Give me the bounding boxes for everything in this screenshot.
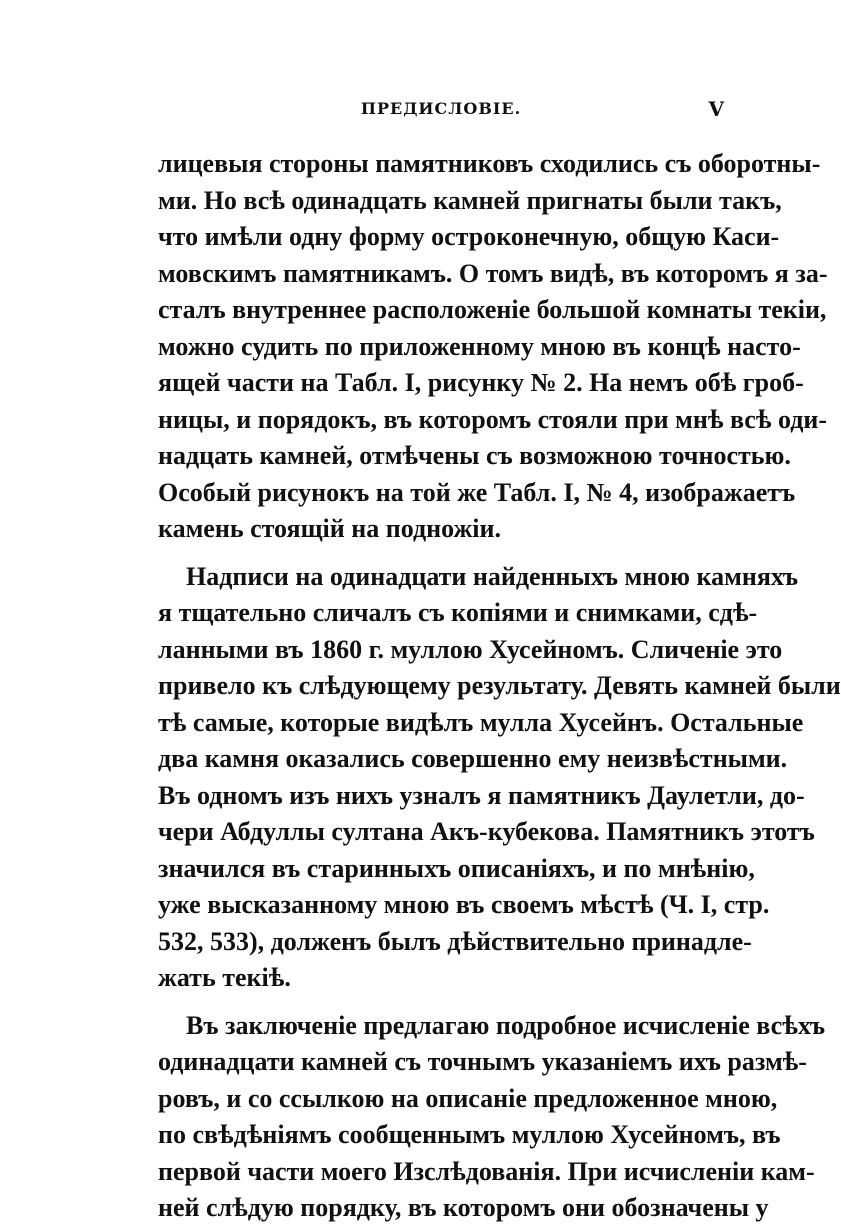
text-line: я тщательно сличалъ съ копіями и снимками, сдѣ-: [158, 598, 758, 627]
text-line: ровъ, и со ссылкою на описаніе предложенное мною,: [158, 1083, 778, 1113]
text-line: ящей части на Табл. I, рисунку № 2. На немъ обѣ гроб-: [158, 368, 804, 397]
text-line: Особый рисунокъ на той же Табл. I, № 4, изображаетъ: [158, 477, 796, 507]
text-line: чери Абдуллы султана Акъ-кубекова. Памятникъ этотъ: [158, 817, 815, 846]
paragraph: [158, 559, 841, 997]
running-title: ПРЕДИСЛОВІЕ.: [360, 99, 522, 118]
text-line: ницы, и порядокъ, въ которомъ стояли при мнѣ всѣ оди-: [158, 404, 827, 434]
text-line: ланными въ 1860 г. муллою Хусейномъ. Сличеніе это: [158, 634, 783, 664]
text-line: два камня оказались совершенно ему неизвѣстными.: [158, 744, 788, 773]
text-line: ней слѣдую порядку, въ которомъ они обозначены у: [158, 1193, 769, 1222]
text-line: Въ одномъ изъ нихъ узналъ я памятникъ Даулетли, до-: [158, 780, 805, 810]
text-line: тѣ самые, которые видѣлъ мулла Хусейнъ. Остальные: [158, 707, 804, 737]
paragraph-gap: [158, 997, 724, 1008]
text-line: что имѣли одну форму остроконечную, общую Каси-: [158, 222, 780, 251]
text-line: надцать камней, отмѣчены съ возможною точностью.: [158, 441, 791, 470]
text-line: Въ заключеніе предлагаю подробное исчисленіе всѣхъ: [186, 1010, 825, 1040]
text-line: по свѣдѣніямъ сообщеннымъ муллою Хусейномъ, въ: [158, 1120, 781, 1149]
text-line: первой части моего Изслѣдованія. При исчисленіи кам-: [158, 1156, 815, 1186]
text-line: ми. Но всѣ одинадцать камней пригнаты были такъ,: [158, 185, 782, 215]
page-number: V: [708, 97, 724, 121]
text-line: Надписи на одинадцати найденныхъ мною камняхъ: [186, 561, 799, 591]
text-line: лицевыя стороны памятниковъ сходились съ оборотны-: [158, 149, 821, 178]
text-line: 532, 533), долженъ былъ дѣйствительно принадле-: [158, 926, 752, 956]
text-line: можно судить по приложенному мною въ концѣ насто-: [158, 331, 801, 361]
paragraph-gap: [158, 548, 724, 559]
paragraph: [158, 146, 828, 548]
text-line: сталъ внутреннее расположеніе большой комнаты текіи,: [158, 295, 827, 324]
text-line: камень стоящій на подножіи.: [158, 514, 502, 543]
text-line: привело къ слѣдующему результату. Девять камней были: [158, 671, 841, 700]
body-text: [158, 146, 841, 1227]
text-line: мовскимъ памятникамъ. О томъ видѣ, въ которомъ я за-: [158, 258, 828, 288]
text-line: жать текіѣ.: [158, 963, 291, 992]
paragraph: [158, 1008, 825, 1227]
text-line: значился въ старинныхъ описаніяхъ, и по мнѣнію,: [158, 853, 755, 883]
text-line: одинадцати камней съ точнымъ указаніемъ ихъ размѣ-: [158, 1047, 807, 1076]
page-header: [158, 97, 724, 127]
text-line: уже высказанному мною въ своемъ мѣстѣ (Ч. I, стр.: [158, 890, 770, 919]
